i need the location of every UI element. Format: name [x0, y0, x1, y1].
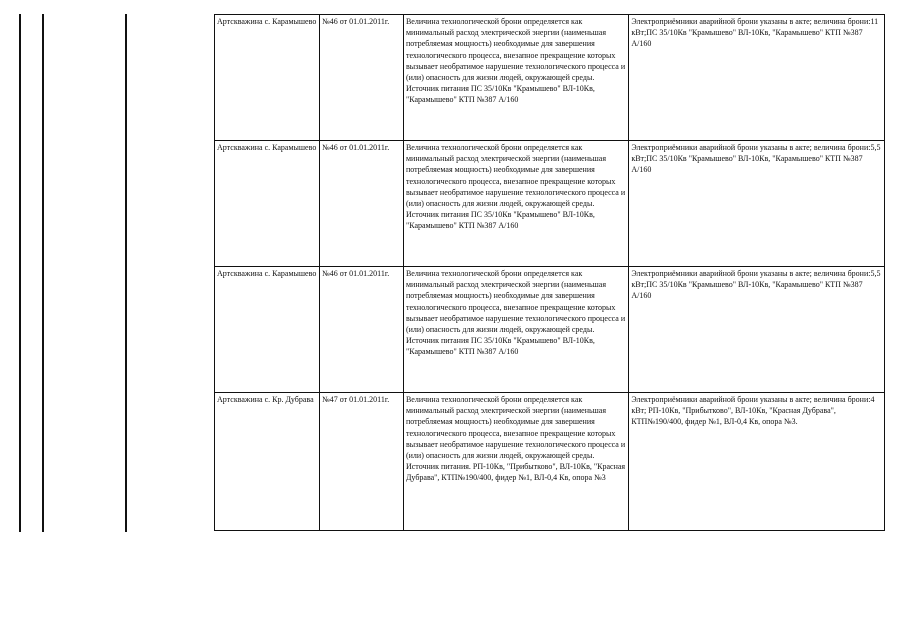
table-row [215, 15, 885, 141]
document-cell: №47 от 01.01.2011г. [320, 393, 404, 531]
document-cell: №46 от 01.01.2011г. [320, 15, 404, 141]
location-cell: Артскважина с. Карамышево [215, 141, 320, 267]
description-cell: Величина технологической брони определяется как минимальный расход электрической энергии (наименьшая потребляемая мощность) необходимые для завершения технологического процесса, внезапное прекращение которых вызывает необратимое нарушение технологического процесса и (или) опасность для жизни людей, окружающей среды. Источник питания ПС 35/10Кв "Крамышево" ВЛ-10Кв, "Карамышево" КТП №387 А/160 [403, 141, 628, 267]
left-margin-rule-3 [125, 14, 127, 532]
document-cell: №46 от 01.01.2011г. [320, 141, 404, 267]
left-margin-rule-2 [42, 14, 44, 532]
notes-cell: Электроприёмники аварийной брони указаны в акте; величина брони:4 кВт; РП-10Кв, "Прибытково", ВЛ-10Кв, "Красная Дубрава", КТП№190/400, фидер №1, ВЛ-0,4 Кв, опора №3. [629, 393, 885, 531]
location-cell: Артскважина с. Кр. Дубрава [215, 393, 320, 531]
description-cell: Величина технологической брони определяется как минимальный расход электрической энергии (наименьшая потребляемая мощность) необходимые для завершения технологического процесса, внезапное прекращение которых вызывает необратимое нарушение технологического процесса и (или) опасность для жизни людей, окружающей среды. Источник питания ПС 35/10Кв "Крамышево" ВЛ-10Кв, "Карамышево" КТП №387 А/160 [403, 267, 628, 393]
left-margin-rule-1 [19, 14, 21, 532]
description-cell: Величина технологической брони определяется как минимальный расход электрической энергии (наименьшая потребляемая мощность) необходимые для завершения технологического процесса, внезапное прекращение которых вызывает необратимое нарушение технологического процесса и (или) опасность для жизни людей, окружающей среды. Источник питания. РП-10Кв, "Прибытково", ВЛ-10Кв, "Красная Дубрава", КТП№190/400, фидер №1, ВЛ-0,4 Кв, опора №3 [403, 393, 628, 531]
notes-cell: Электроприёмники аварийной брони указаны в акте; величина брони:11 кВт;ПС 35/10Кв "Крамышево" ВЛ-10Кв, "Карамышево" КТП №387 А/160 [629, 15, 885, 141]
notes-cell: Электроприёмники аварийной брони указаны в акте; величина брони:5,5 кВт;ПС 35/10Кв "Крамышево" ВЛ-10Кв, "Карамышево" КТП №387 А/160 [629, 267, 885, 393]
location-cell: Артскважина с. Карамышево [215, 15, 320, 141]
table-row [215, 393, 885, 531]
location-cell: Артскважина с. Карамышево [215, 267, 320, 393]
notes-cell: Электроприёмники аварийной брони указаны в акте; величина брони:5,5 кВт;ПС 35/10Кв "Крамышево" ВЛ-10Кв, "Карамышево" КТП №387 А/160 [629, 141, 885, 267]
table-row [215, 141, 885, 267]
description-cell: Величина технологической брони определяется как минимальный расход электрической энергии (наименьшая потребляемая мощность) необходимые для завершения технологического процесса, внезапное прекращение которых вызывает необратимое нарушение технологического процесса и (или) опасность для жизни людей, окружающей среды. Источник питания ПС 35/10Кв "Крамышево" ВЛ-10Кв, "Карамышево" КТП №387 А/160 [403, 15, 628, 141]
table-row [215, 267, 885, 393]
emergency-reserve-table [214, 14, 885, 531]
document-cell: №46 от 01.01.2011г. [320, 267, 404, 393]
